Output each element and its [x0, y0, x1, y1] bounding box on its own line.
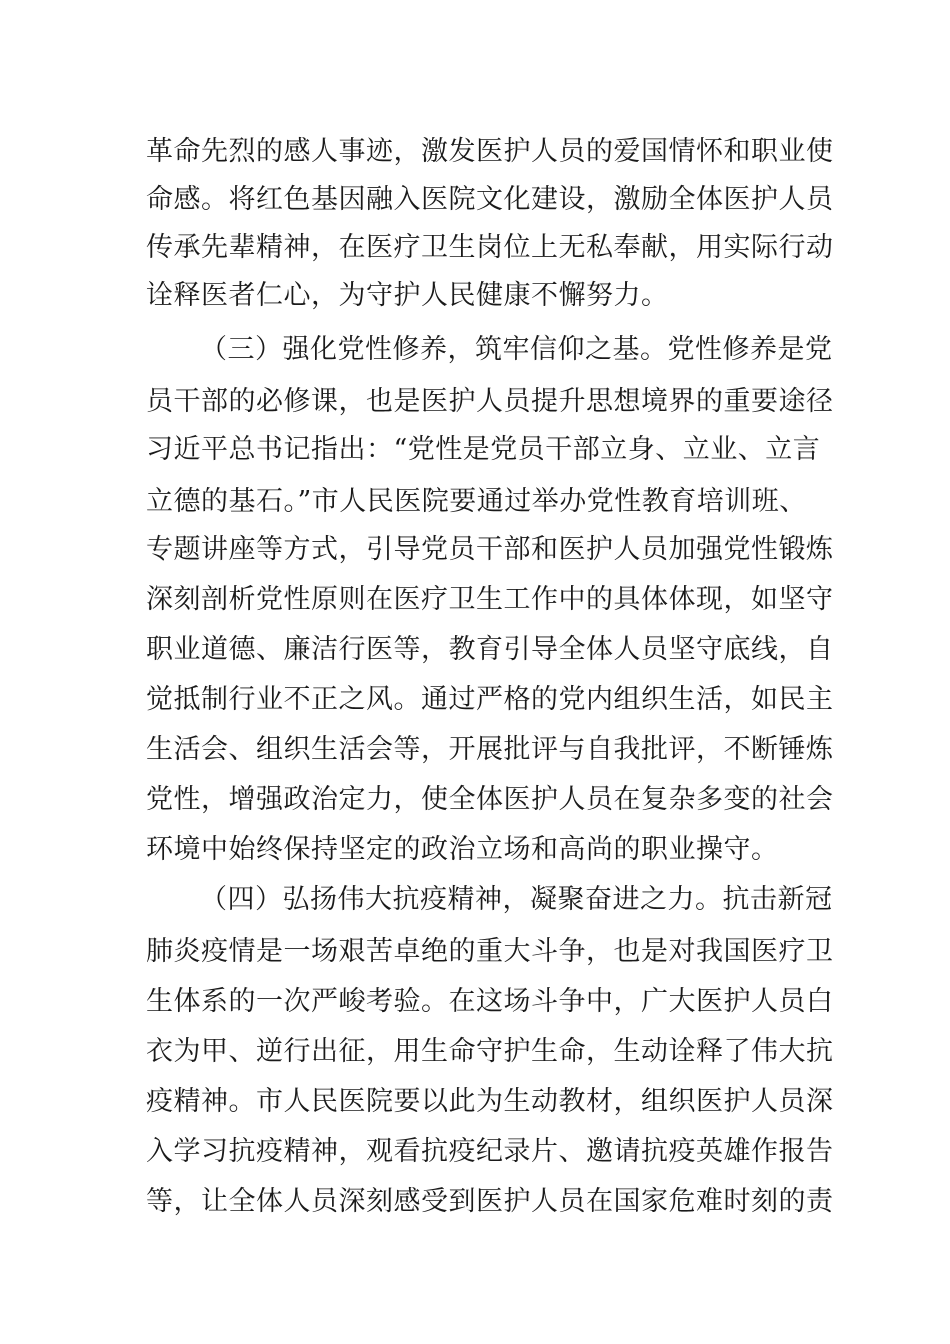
text-line: 疫精神。市人民医院要以此为生动教材，组织医护人员深 — [146, 1086, 834, 1117]
text-line: 衣为甲、逆行出征，用生命守护生命，生动诠释了伟大抗 — [146, 1036, 834, 1067]
text-line: 革命先烈的感人事迹，激发医护人员的爱国情怀和职业使 — [146, 136, 834, 167]
text-line: 生活会、组织生活会等，开展批评与自我批评，不断锤炼 — [146, 734, 834, 765]
text-line: 等，让全体人员深刻感受到医护人员在国家危难时刻的责 — [146, 1186, 834, 1217]
text-line: 命感。将红色基因融入医院文化建设，激励全体医护人员 — [146, 184, 834, 215]
text-line: 习近平总书记指出：“党性是党员干部立身、立业、立言 — [146, 434, 821, 465]
section-heading-line: （三）强化党性修养，筑牢信仰之基。党性修养是党 — [200, 334, 833, 365]
text-line: 职业道德、廉洁行医等，教育引导全体人员坚守底线，自 — [146, 634, 834, 665]
text-line: 党性，增强政治定力，使全体医护人员在复杂多变的社会 — [146, 784, 834, 815]
text-line: 生体系的一次严峻考验。在这场斗争中，广大医护人员白 — [146, 986, 834, 1017]
section-heading-line: （四）弘扬伟大抗疫精神，凝聚奋进之力。抗击新冠 — [200, 884, 833, 915]
text-line: 专题讲座等方式，引导党员干部和医护人员加强党性锻炼 — [146, 534, 834, 565]
text-line: 深刻剖析党性原则在医疗卫生工作中的具体体现，如坚守 — [146, 584, 834, 615]
text-line: 立德的基石。”市人民医院要通过举办党性教育培训班、 — [146, 486, 807, 517]
text-line: 觉抵制行业不正之风。通过严格的党内组织生活，如民主 — [146, 684, 834, 715]
text-line: 环境中始终保持坚定的政治立场和高尚的职业操守。 — [146, 834, 779, 865]
text-line: 传承先辈精神，在医疗卫生岗位上无私奉献，用实际行动 — [146, 232, 834, 263]
text-line: 诠释医者仁心，为守护人民健康不懈努力。 — [146, 280, 669, 311]
text-line: 员干部的必修课，也是医护人员提升思想境界的重要途径 — [146, 386, 834, 417]
text-line: 肺炎疫情是一场艰苦卓绝的重大斗争，也是对我国医疗卫 — [146, 936, 834, 967]
text-line: 入学习抗疫精神，观看抗疫纪录片、邀请抗疫英雄作报告 — [146, 1136, 834, 1167]
